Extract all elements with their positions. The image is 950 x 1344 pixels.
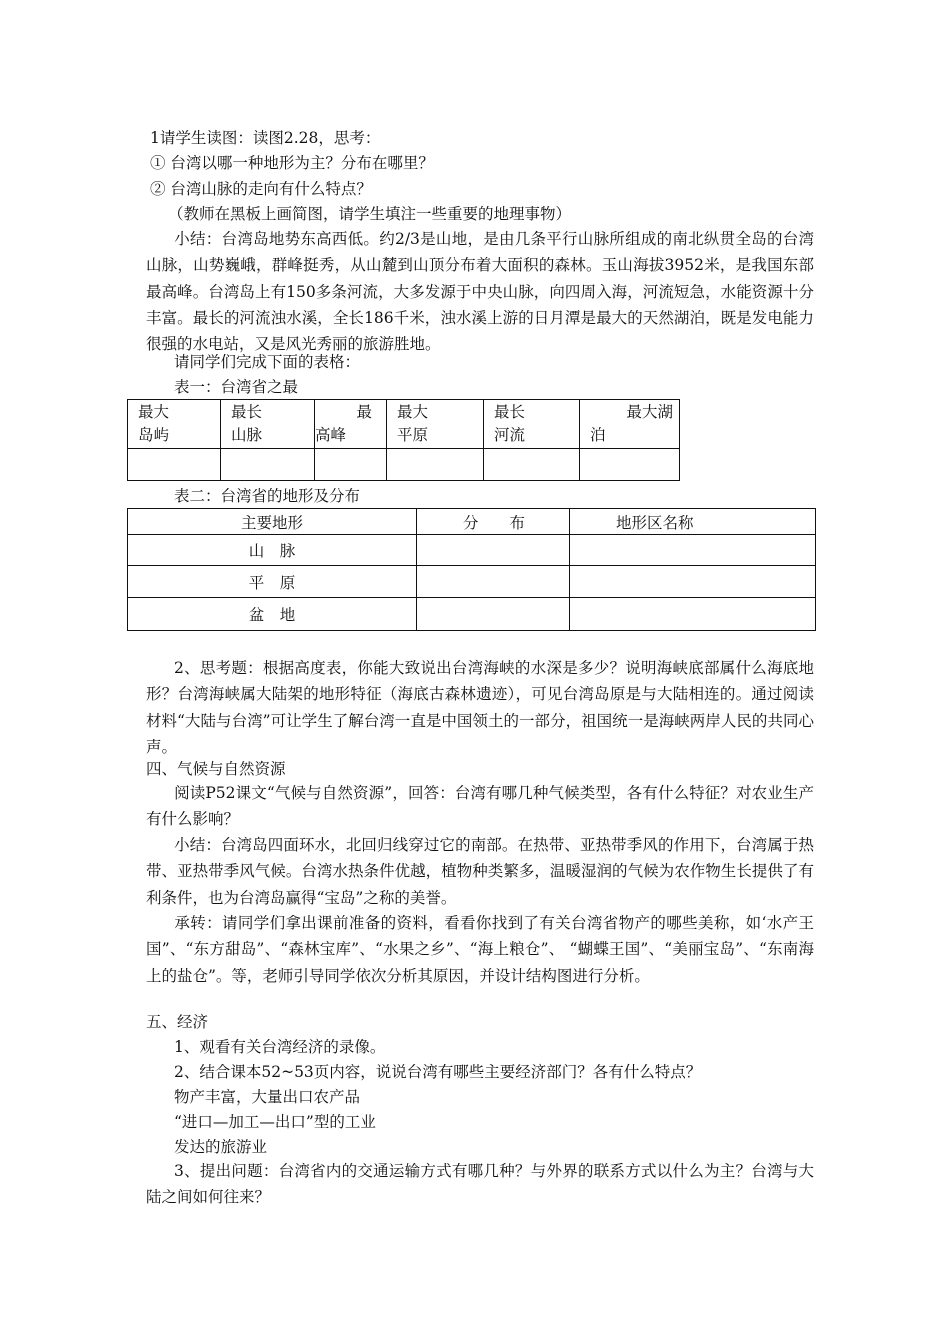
table1-title: 表一：台湾省之最 — [174, 378, 299, 396]
table-taiwan-superlatives — [127, 399, 680, 481]
economy-item-3 — [146, 1158, 814, 1211]
header-bottom: 岛屿 — [138, 426, 170, 444]
answer-cell[interactable] — [221, 449, 315, 481]
economy-point: 发达的旅游业 — [174, 1138, 268, 1156]
intro-line: 1请学生读图：读图2.28，思考： — [150, 129, 381, 147]
landform-basins: 盆 地 — [128, 598, 417, 631]
economy-item-3-text: 3、提出问题：台湾省内的交通运输方式有哪几种？与外界的联系方式以什么为主？台湾与大陆之间如何往来？ — [146, 1162, 814, 1207]
question-2: ② 台湾山脉的走向有什么特点？ — [150, 180, 372, 198]
answer-cell[interactable] — [484, 449, 580, 481]
economy-item-1: 1、观看有关台湾经济的录像。 — [174, 1038, 386, 1056]
answer-cell[interactable] — [387, 449, 484, 481]
thinking-question-text: 2、思考题：根据高度表，你能大致说出台湾海峡的水深是多少？说明海峡底部属什么海底地形？台湾海峡属大陆架的地形特征（海底古森林遗迹），可见台湾岛原是与大陆相连的。通过阅读材料“大陆与台湾”可让学生了解台湾一直是中国领土的一部分，祖国统一是海峡两岸人民的共同心声。 — [146, 659, 814, 756]
answer-cell[interactable] — [570, 566, 816, 598]
header-top: 长 — [509, 403, 526, 421]
answer-cell[interactable] — [570, 535, 816, 566]
answer-cell[interactable] — [580, 449, 680, 481]
header-bottom: 山脉 — [231, 426, 263, 444]
economy-point: 物产丰富，大量出口农产品 — [174, 1088, 361, 1106]
table1-header-row — [128, 400, 680, 449]
table2-header-row — [128, 509, 816, 535]
header-longest-range — [221, 400, 315, 449]
economy-item-2: 2、结合课本52~53页内容，说说台湾有哪些主要经济部门？各有什么特点？ — [174, 1063, 702, 1081]
answer-cell[interactable] — [417, 535, 570, 566]
header-largest-island — [128, 400, 221, 449]
summary-terrain-text: 小结：台湾岛地势东高西低。约2/3是山地，是由几条平行山脉所组成的南北纵贯全岛的台湾山脉，山势巍峨，群峰挺秀，从山麓到山顶分布着大面积的森林。玉山海拔3952米，是我国东部最高峰。台湾岛上有150多条河流，大多发源于中央山脉，向四周入海，河流短急，水能资源十分丰富。最长的河流浊水溪，全长186千米，浊水溪上游的日月潭是最大的天然湖泊，既是发电能力很强的水电站，又是风光秀丽的旅游胜地。 — [146, 230, 814, 354]
table-landforms-distribution — [127, 508, 816, 631]
header-top: 最 — [494, 403, 510, 421]
table1-answer-row — [128, 449, 680, 481]
answer-cell[interactable] — [570, 598, 816, 631]
header-top: 最 — [356, 403, 372, 421]
header-bottom: 高峰 — [315, 426, 347, 444]
header-largest-lake — [580, 400, 680, 449]
header-largest-plain — [387, 400, 484, 449]
thinking-question — [146, 655, 814, 760]
table2-title: 表二：台湾省的地形及分布 — [174, 487, 361, 505]
question-1: ① 台湾以哪一种地形为主？分布在哪里？ — [150, 154, 434, 172]
section4-reading — [146, 780, 814, 833]
header-bottom: 河流 — [494, 426, 526, 444]
teacher-note: （教师在黑板上画简图，请学生填注一些重要的地理事物） — [168, 205, 572, 223]
answer-cell[interactable] — [417, 566, 570, 598]
answer-cell[interactable] — [417, 598, 570, 631]
header-highest-peak — [315, 400, 387, 449]
table-prompt: 请同学们完成下面的表格： — [174, 353, 361, 371]
table2-row — [128, 598, 816, 631]
section4-summary — [146, 832, 814, 911]
header-distribution: 分 布 — [417, 509, 570, 535]
section4-reading-text: 阅读P52课文“气候与自然资源”，回答：台湾有哪几种气候类型，各有什么特征？对农业生产有什么影响？ — [146, 784, 814, 829]
header-top: 大 — [412, 403, 429, 421]
header-region-name: 地形区名称 — [570, 509, 816, 535]
table2-row — [128, 535, 816, 566]
header-top: 最 — [138, 403, 154, 421]
section4-heading: 四、气候与自然资源 — [146, 760, 286, 778]
table2-row — [128, 566, 816, 598]
header-longest-river — [484, 400, 580, 449]
header-top: 最 — [231, 403, 247, 421]
header-top: 最 — [397, 403, 413, 421]
header-top: 最大湖 — [626, 403, 673, 421]
answer-cell[interactable] — [128, 449, 221, 481]
header-bottom: 平原 — [397, 426, 429, 444]
section5-heading: 五、经济 — [146, 1013, 209, 1031]
header-bottom: 泊 — [590, 426, 606, 444]
section4-transition — [146, 910, 814, 989]
header-top: 大 — [153, 403, 170, 421]
answer-cell[interactable] — [315, 449, 387, 481]
landform-mountains: 山 脉 — [128, 535, 417, 566]
section4-transition-text: 承转：请同学们拿出课前准备的资料，看看你找到了有关台湾省物产的哪些美称，如‘水产王国”、“东方甜岛”、“森林宝库”、“水果之乡”、“海上粮仓”、 “蝴蝶王国”、“美丽宝岛”、“东南海上的盐仓”。等，老师引导同学依次分析其原因，并设计结构图进行分析。 — [146, 914, 814, 985]
economy-point: “进口—加工—出口”型的工业 — [174, 1113, 376, 1131]
section4-summary-text: 小结：台湾岛四面环水，北回归线穿过它的南部。在热带、亚热带季风的作用下，台湾属于热带、亚热带季风气候。台湾水热条件优越，植物种类繁多，温暖湿润的气候为农作物生长提供了有利条件，也为台湾岛赢得“宝岛”之称的美誉。 — [146, 836, 814, 907]
landform-plains: 平 原 — [128, 566, 417, 598]
summary-terrain — [146, 226, 814, 357]
header-main-landform: 主要地形 — [128, 509, 417, 535]
header-top: 长 — [246, 403, 263, 421]
